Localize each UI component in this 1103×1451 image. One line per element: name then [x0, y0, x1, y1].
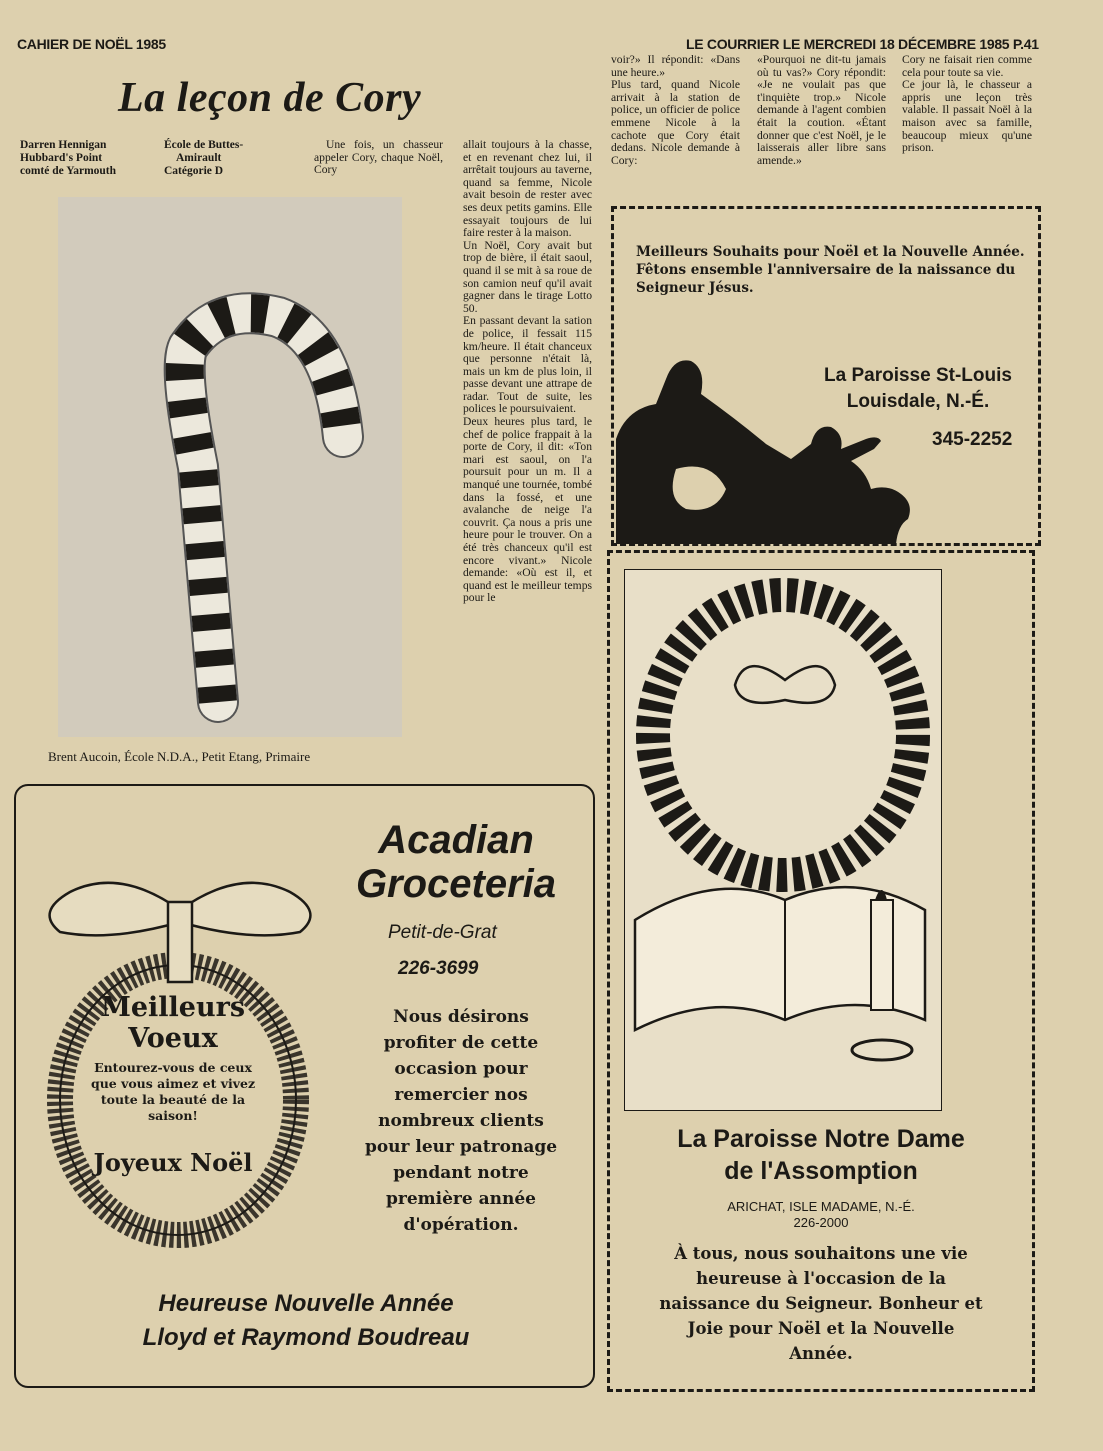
article-title: La leçon de Cory [118, 75, 422, 121]
article-column-5: Cory ne faisait rien comme cela pour toute sa vie. Ce jour là, le chasseur a appris une leçon très valable. Il passait Noël à la maison avec sa famille, beaucoup mieux qu'une prison. [902, 54, 1032, 155]
store-footer-line1: Heureuse Nouvelle Année [158, 1290, 454, 1317]
article-column-1: Une fois, un chasseur appeler Cory, chaque Noël, Cory [314, 138, 443, 177]
ad-acadian-groceteria [14, 784, 595, 1388]
school-byline [164, 139, 243, 178]
wreath-text: Entourez-vous de ceux que vous aimez et vivez toute la beauté de la saison! [90, 1060, 256, 1123]
parish-message: À tous, nous souhaitons une vie heureuse à l'occasion de la naissance du Seigneur. Bonheur et Joie pour Noël et la Nouvelle Année. [659, 1244, 983, 1363]
store-phone: 226-3699 [398, 958, 479, 979]
school-name: École de Buttes- [164, 139, 244, 151]
wreath-title: Meilleurs Voeux [100, 992, 246, 1054]
section-header: CAHIER DE NOËL 1985 [17, 36, 166, 52]
school-name-cont: Amirault [176, 152, 222, 164]
ad-parish-place: Louisdale, N.-É. [846, 391, 990, 412]
bible-candle-icon [625, 570, 941, 1110]
store-footer-line2: Lloyd et Raymond Boudreau [142, 1324, 470, 1351]
author-byline [20, 139, 116, 178]
parish-place: ARICHAT, ISLE MADAME, N.-É. [727, 1199, 915, 1214]
article-column-4: «Pourquoi ne dit-tu jamais où tu vas?» Cory répondit: «Je ne voulait pas que t'inquiète trop.» Nicole demande à l'agent combien était la coution. «Étant donner que c'est Noël, je le laisserais aller libre sans amende.» [757, 54, 886, 167]
author-place: Hubbard's Point [20, 152, 103, 164]
ad-parish-phone: 345-2252 [932, 429, 1013, 450]
parish-name-line1: La Paroisse Notre Dame [677, 1125, 965, 1153]
drawing-caption: Brent Aucoin, École N.D.A., Petit Etang, Primaire [48, 749, 311, 764]
ad-paroisse-notre-dame [607, 550, 1035, 1392]
ad-parish-name: La Paroisse St-Louis [824, 365, 1012, 386]
wreath-closing: Joyeux Noël [93, 1148, 253, 1177]
parish-name-line2: de l'Assomption [724, 1157, 918, 1185]
page-header: LE COURRIER LE MERCREDI 18 DÉCEMBRE 1985 P.41 [686, 36, 1039, 52]
candy-cane-drawing [58, 197, 402, 737]
store-message: Nous désirons profiter de cette occasion pour remercier nos nombreux clients pour leur patronage pendant notre première année d'opération. [364, 1007, 558, 1235]
article-column-2: allait toujours à la chasse, et en revenant chez lui, il arrêtait toujours au taverne, quand sa femme, Nicole avait besoin de rester avec ses deux petits gamins. Elle essayait toujours de lui faire rester à la maison. Un Noël, Cory avait but trop de bière, il était saoul, quand il se mit à sa roue de son camion neuf qu'il avait gagner dans le tirage Lotto 50. En passant devant la sation de police, il fessait 115 km/heure. Il était chanceux que personne n'était là, mais un km de plus loin, il passe devant une attrape de radar. Tout de suite, les polices le poursuivaient. Deux heures plus tard, le chef de police frappait à la porte de Cory, il dit: «Ton mari est saoul, on l'a poursuit pour un m. Il a manqué une tournée, tombé dans la fossé, et une avalanche de neige l'a couvrit. Ça nous a pris une heure pour le trouver. On a été très chanceux qu'il est encore vivant.» Nicole demande: «Où est il, et quand est le meilleur temps pour le [463, 139, 592, 605]
ad-paroisse-st-louis [611, 206, 1041, 546]
ad-greeting: Meilleurs Souhaits pour Noël et la Nouvelle Année. Fêtons ensemble l'anniversaire de la naissance du Seigneur Jésus. [636, 244, 1025, 296]
candy-cane-icon [58, 197, 402, 737]
author-name: Darren Hennigan [20, 139, 107, 151]
store-name: Acadian Groceteria [355, 818, 557, 906]
school-category: Catégorie D [164, 165, 224, 177]
article-column-3: voir?» Il répondit: «Dans une heure.» Plus tard, quand Nicole arrivait à la station de police, un officier de police emmene Nicole à la cachote que Cory était dedans. Nicole demande à Cory: [611, 54, 740, 167]
wreath-bible-illustration [624, 569, 942, 1111]
parish-phone: 226-2000 [793, 1215, 849, 1230]
store-place: Petit-de-Grat [388, 922, 497, 943]
author-county: comté de Yarmouth [20, 165, 117, 177]
